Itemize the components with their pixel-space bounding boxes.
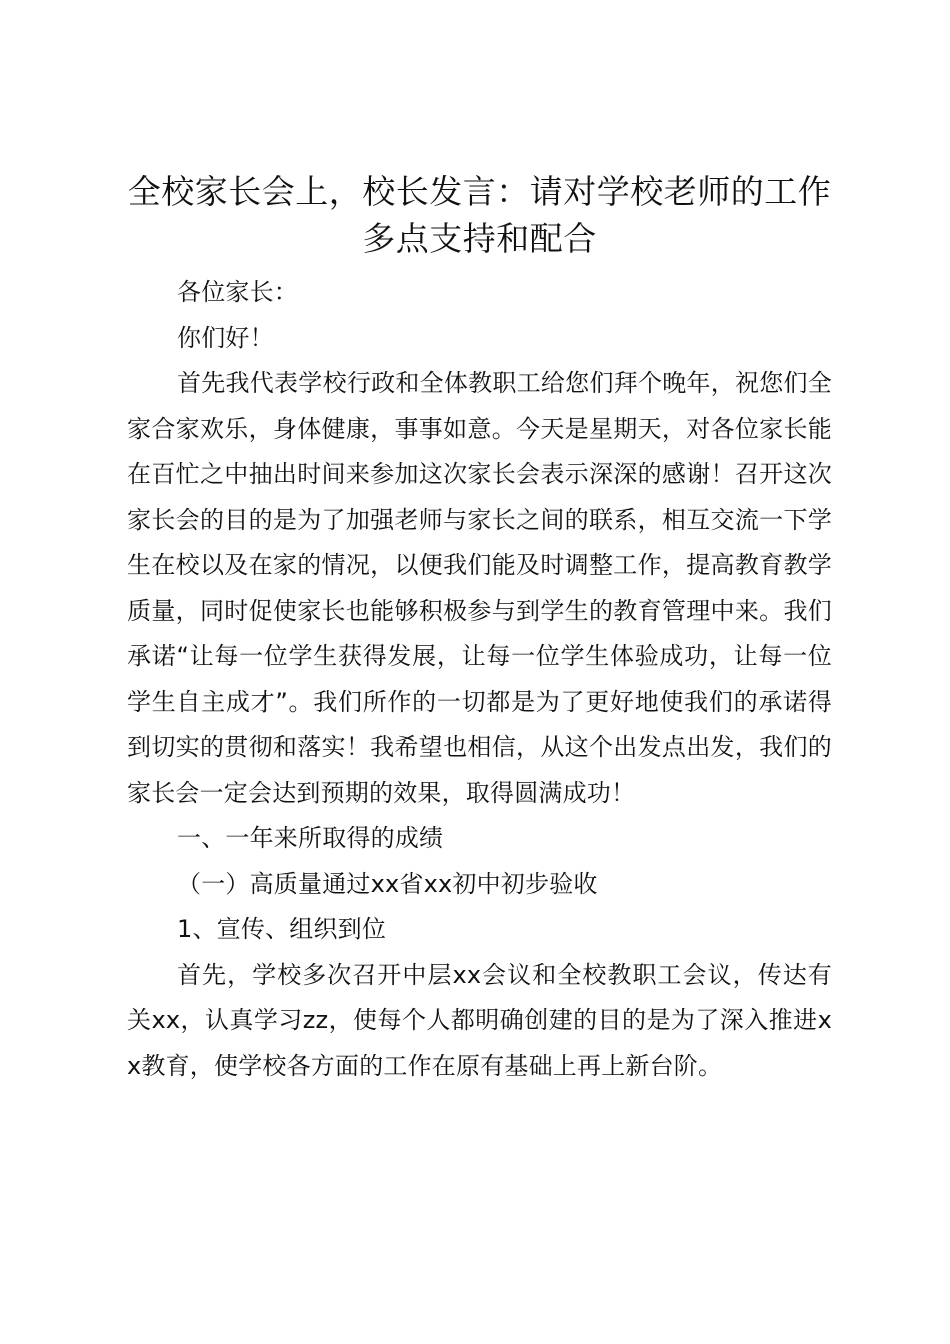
salutation: 各位家长： — [177, 278, 298, 306]
opening-paragraph: 首先我代表学校行政和全体教职工给您们拜个晚年，祝您们全家合家欢乐，身体健康，事事如意。今天是星期天，对各位家长能在百忙之中抽出时间来参加这次家长会表示深深的感谢！召开这次家长会的目的是为了加强老师与家长之间的联系，相互交流一下学生在校以及在家的情况，以便我们能及时调整工作，提高教育教学质量，同时促使家长也能够积极参与到学生的教育管理中来。我们承诺“让每一位学生获得发展，让每一位学生体验成功，让每一位学生自主成才”。我们所作的一切都是为了更好地使我们的承诺得到切实的贯彻和落实！我希望也相信，从这个出发点出发，我们的家长会一定会达到预期的效果，取得圆满成功！ — [127, 369, 832, 807]
document-body — [127, 270, 832, 1089]
subsection-heading: （一）高质量通过xx省xx初中初步验收 — [177, 869, 598, 898]
section-heading: 一、一年来所取得的成绩 — [177, 824, 444, 852]
body-paragraph: 首先，学校多次召开中层xx会议和全校教职工会议，传达有关xx，认真学习zz，使每个人都明确创建的目的是为了深入推进xx教育，使学校各方面的工作在原有基础上再上新台阶。 — [127, 960, 832, 1080]
document-title: 全校家长会上，校长发言：请对学校老师的工作多点支持和配合 — [127, 172, 832, 258]
greeting: 你们好！ — [177, 323, 274, 352]
item-heading: 1、宣传、组织到位 — [177, 915, 387, 943]
document-content — [127, 168, 832, 1089]
